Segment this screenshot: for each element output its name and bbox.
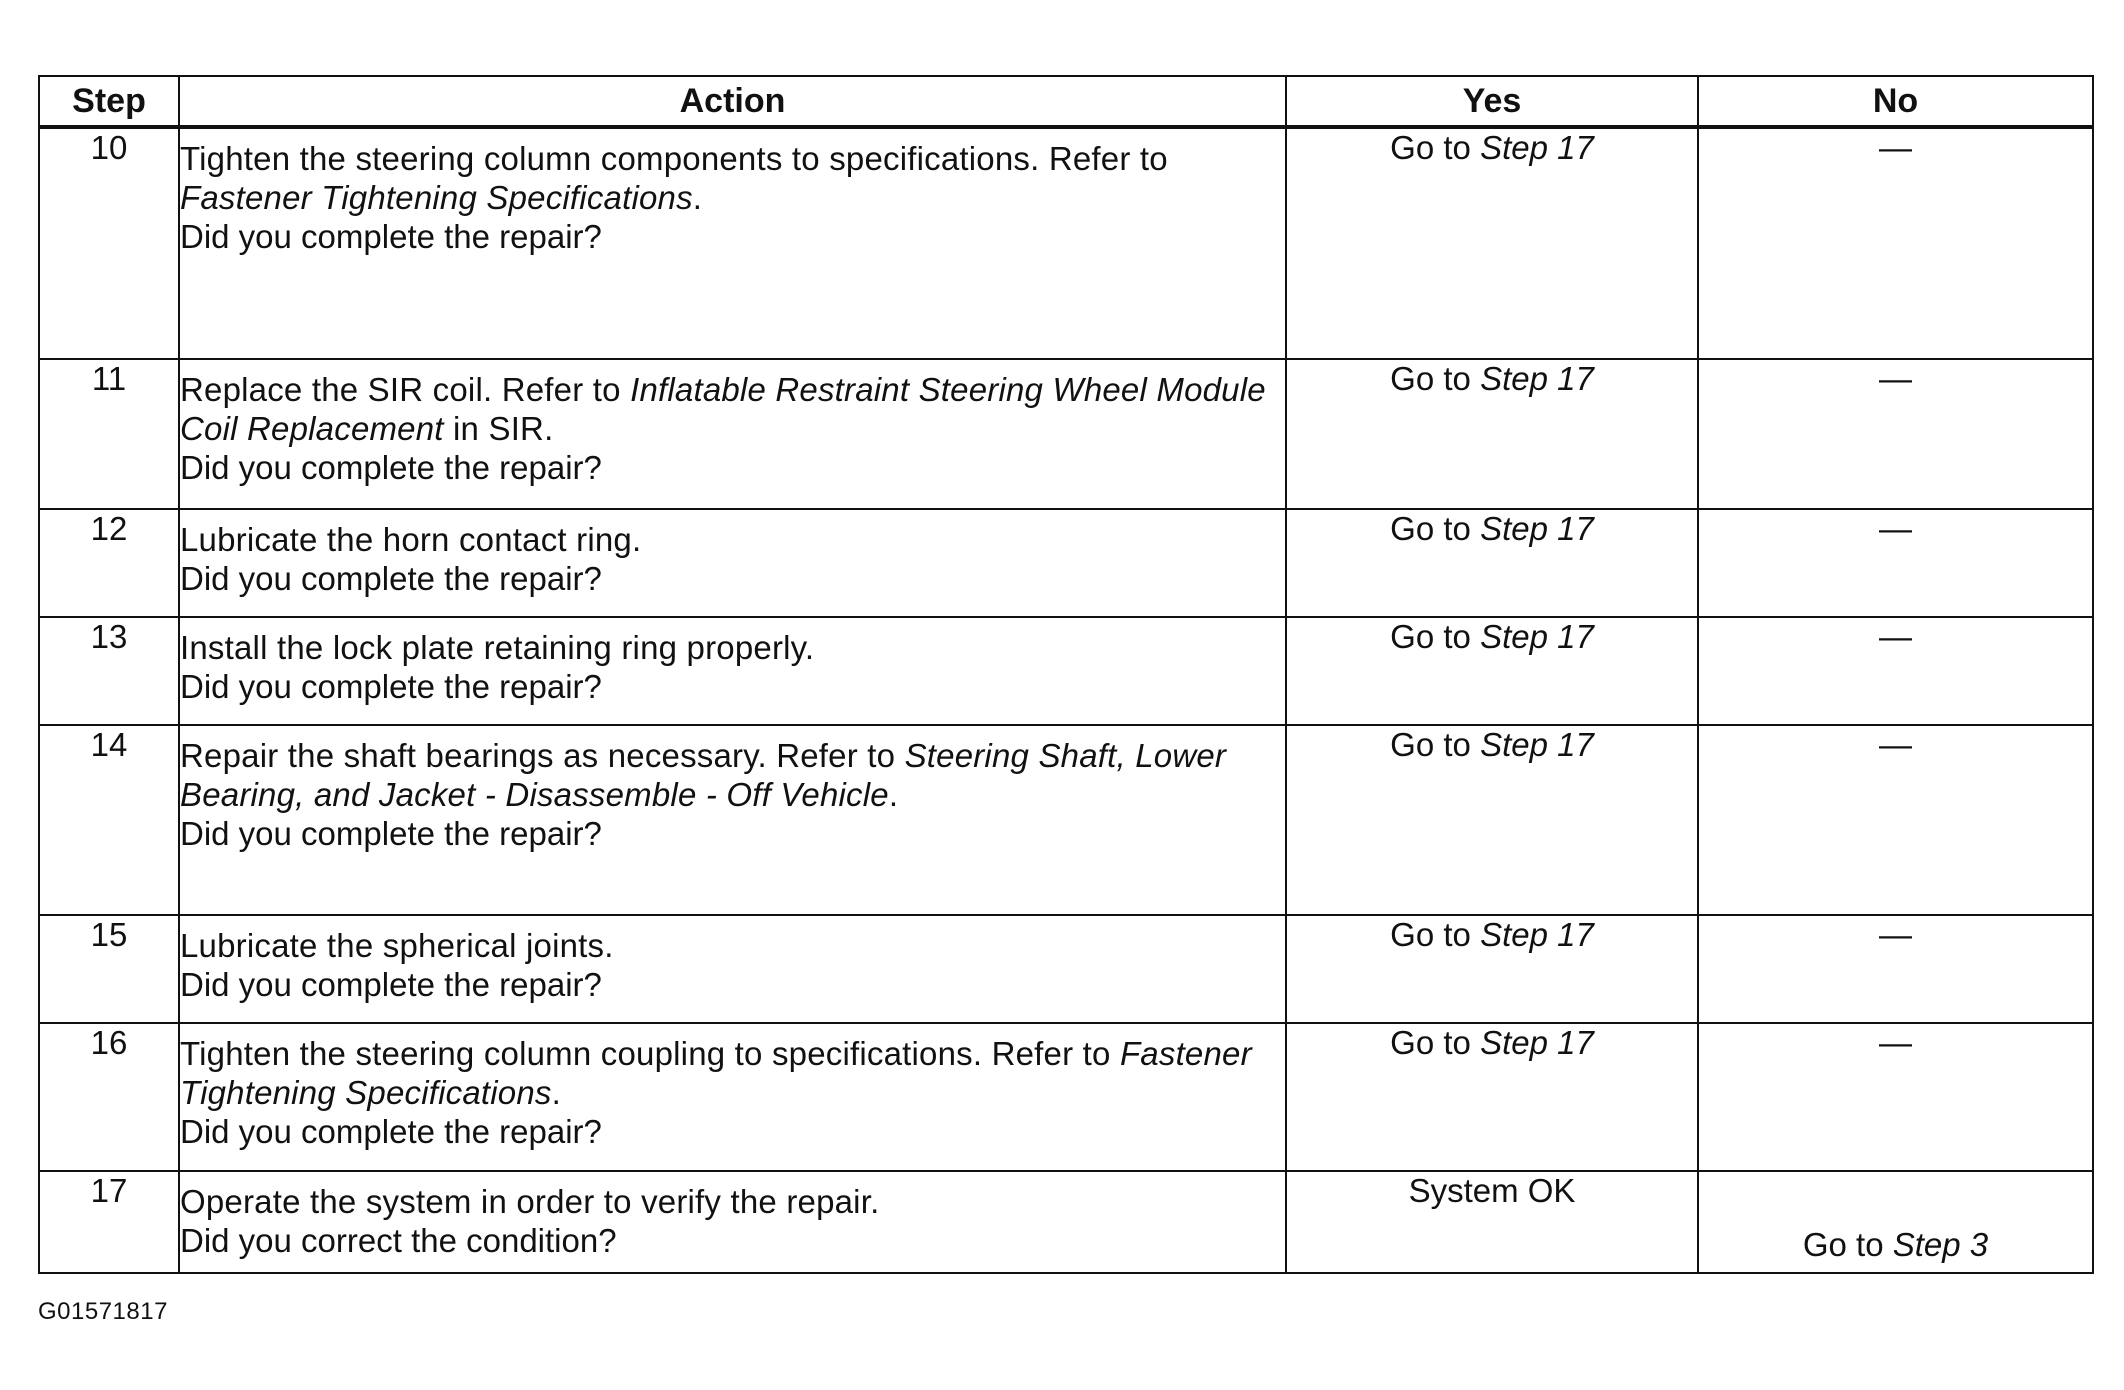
yes-step-link: Step 17 bbox=[1480, 618, 1594, 655]
step-number: 17 bbox=[39, 1171, 179, 1273]
action-reference: Fastener Tightening Specifications bbox=[180, 179, 693, 216]
action-plain: Lubricate the spherical joints. bbox=[180, 927, 614, 964]
action-reference: Fastener Tightening Specifications bbox=[180, 1035, 1252, 1111]
yes-prefix: Go to bbox=[1390, 129, 1481, 166]
yes-step-link: Step 17 bbox=[1480, 510, 1594, 547]
action-plain: Install the lock plate retaining ring properly. bbox=[180, 629, 815, 666]
yes-result: System OK bbox=[1408, 1172, 1576, 1209]
action-cell bbox=[179, 127, 1286, 359]
yes-cell bbox=[1286, 725, 1698, 915]
no-prefix: Go to bbox=[1802, 1226, 1893, 1263]
step-number: 13 bbox=[39, 617, 179, 725]
no-cell: — bbox=[1698, 1023, 2093, 1171]
action-suffix: . bbox=[551, 1074, 561, 1111]
question-text: Did you complete the repair? bbox=[180, 449, 602, 486]
table-row bbox=[39, 509, 2093, 617]
diagnostic-table bbox=[38, 75, 2094, 1274]
question-text: Did you correct the condition? bbox=[180, 1222, 617, 1259]
action-plain: Tighten the steering column coupling to specifications. Refer to bbox=[180, 1035, 1120, 1072]
action-text bbox=[180, 520, 1285, 559]
question-text: Did you complete the repair? bbox=[180, 1113, 602, 1150]
step-number: 11 bbox=[39, 359, 179, 509]
action-text bbox=[180, 736, 1285, 814]
step-number: 16 bbox=[39, 1023, 179, 1171]
action-plain: Lubricate the horn contact ring. bbox=[180, 521, 642, 558]
question-text: Did you complete the repair? bbox=[180, 668, 602, 705]
action-text bbox=[180, 1034, 1285, 1112]
action-cell bbox=[179, 359, 1286, 509]
yes-step-link: Step 17 bbox=[1480, 1024, 1594, 1061]
action-suffix: in SIR. bbox=[443, 410, 554, 447]
table-row bbox=[39, 915, 2093, 1023]
header-row bbox=[39, 76, 2093, 127]
action-cell bbox=[179, 1171, 1286, 1273]
yes-prefix: Go to bbox=[1390, 1024, 1481, 1061]
header-action: Action bbox=[179, 76, 1286, 127]
action-text bbox=[180, 628, 1285, 667]
header-no: No bbox=[1698, 76, 2093, 127]
yes-step-link: Step 17 bbox=[1480, 129, 1594, 166]
action-cell bbox=[179, 509, 1286, 617]
yes-cell bbox=[1286, 127, 1698, 359]
table-row bbox=[39, 127, 2093, 359]
table-row bbox=[39, 725, 2093, 915]
action-suffix: . bbox=[692, 179, 703, 216]
table-row bbox=[39, 1023, 2093, 1171]
step-number: 12 bbox=[39, 509, 179, 617]
yes-cell bbox=[1286, 359, 1698, 509]
table-row bbox=[39, 359, 2093, 509]
action-cell bbox=[179, 1023, 1286, 1171]
action-reference: Inflatable Restraint Steering Wheel Module Coil Replacement bbox=[180, 371, 1266, 447]
question-text: Did you complete the repair? bbox=[180, 966, 602, 1003]
yes-cell bbox=[1286, 617, 1698, 725]
no-cell: — bbox=[1698, 359, 2093, 509]
action-plain: Replace the SIR coil. Refer to bbox=[180, 371, 631, 408]
action-suffix: . bbox=[888, 776, 899, 813]
yes-step-link: Step 17 bbox=[1480, 360, 1594, 397]
yes-prefix: Go to bbox=[1390, 726, 1481, 763]
step-number: 10 bbox=[39, 127, 179, 359]
question-text: Did you complete the repair? bbox=[180, 218, 602, 255]
action-text bbox=[180, 370, 1285, 448]
no-cell: — bbox=[1698, 725, 2093, 915]
action-plain: Repair the shaft bearings as necessary. Refer to bbox=[180, 737, 905, 774]
yes-step-link: Step 17 bbox=[1480, 916, 1594, 953]
yes-prefix: Go to bbox=[1390, 618, 1481, 655]
no-step-link: Step 3 bbox=[1892, 1226, 1989, 1263]
yes-prefix: Go to bbox=[1390, 510, 1481, 547]
action-plain: Tighten the steering column components to specifications. Refer to bbox=[180, 140, 1168, 177]
table-row bbox=[39, 1171, 2093, 1273]
yes-cell bbox=[1286, 1171, 1698, 1273]
action-text bbox=[180, 926, 1285, 965]
action-cell bbox=[179, 915, 1286, 1023]
yes-cell bbox=[1286, 1023, 1698, 1171]
no-cell: — bbox=[1698, 509, 2093, 617]
yes-prefix: Go to bbox=[1390, 916, 1481, 953]
no-cell: — bbox=[1698, 127, 2093, 359]
action-text bbox=[180, 1182, 1285, 1221]
action-plain: Operate the system in order to verify the repair. bbox=[180, 1183, 880, 1220]
action-text bbox=[180, 139, 1285, 217]
action-reference: Steering Shaft, Lower Bearing, and Jacket - Disassemble - Off Vehicle bbox=[180, 737, 1227, 813]
yes-cell bbox=[1286, 509, 1698, 617]
figure-id: G01571817 bbox=[38, 1298, 168, 1325]
action-cell bbox=[179, 725, 1286, 915]
question-text: Did you complete the repair? bbox=[180, 560, 602, 597]
no-cell: — bbox=[1698, 915, 2093, 1023]
yes-step-link: Step 17 bbox=[1480, 726, 1594, 763]
action-cell bbox=[179, 617, 1286, 725]
header-yes: Yes bbox=[1286, 76, 1698, 127]
yes-cell bbox=[1286, 915, 1698, 1023]
header-step: Step bbox=[39, 76, 179, 127]
question-text: Did you complete the repair? bbox=[180, 815, 602, 852]
step-number: 15 bbox=[39, 915, 179, 1023]
yes-prefix: Go to bbox=[1390, 360, 1481, 397]
no-cell: — bbox=[1698, 617, 2093, 725]
table-row bbox=[39, 617, 2093, 725]
step-number: 14 bbox=[39, 725, 179, 915]
no-cell bbox=[1698, 1171, 2093, 1273]
